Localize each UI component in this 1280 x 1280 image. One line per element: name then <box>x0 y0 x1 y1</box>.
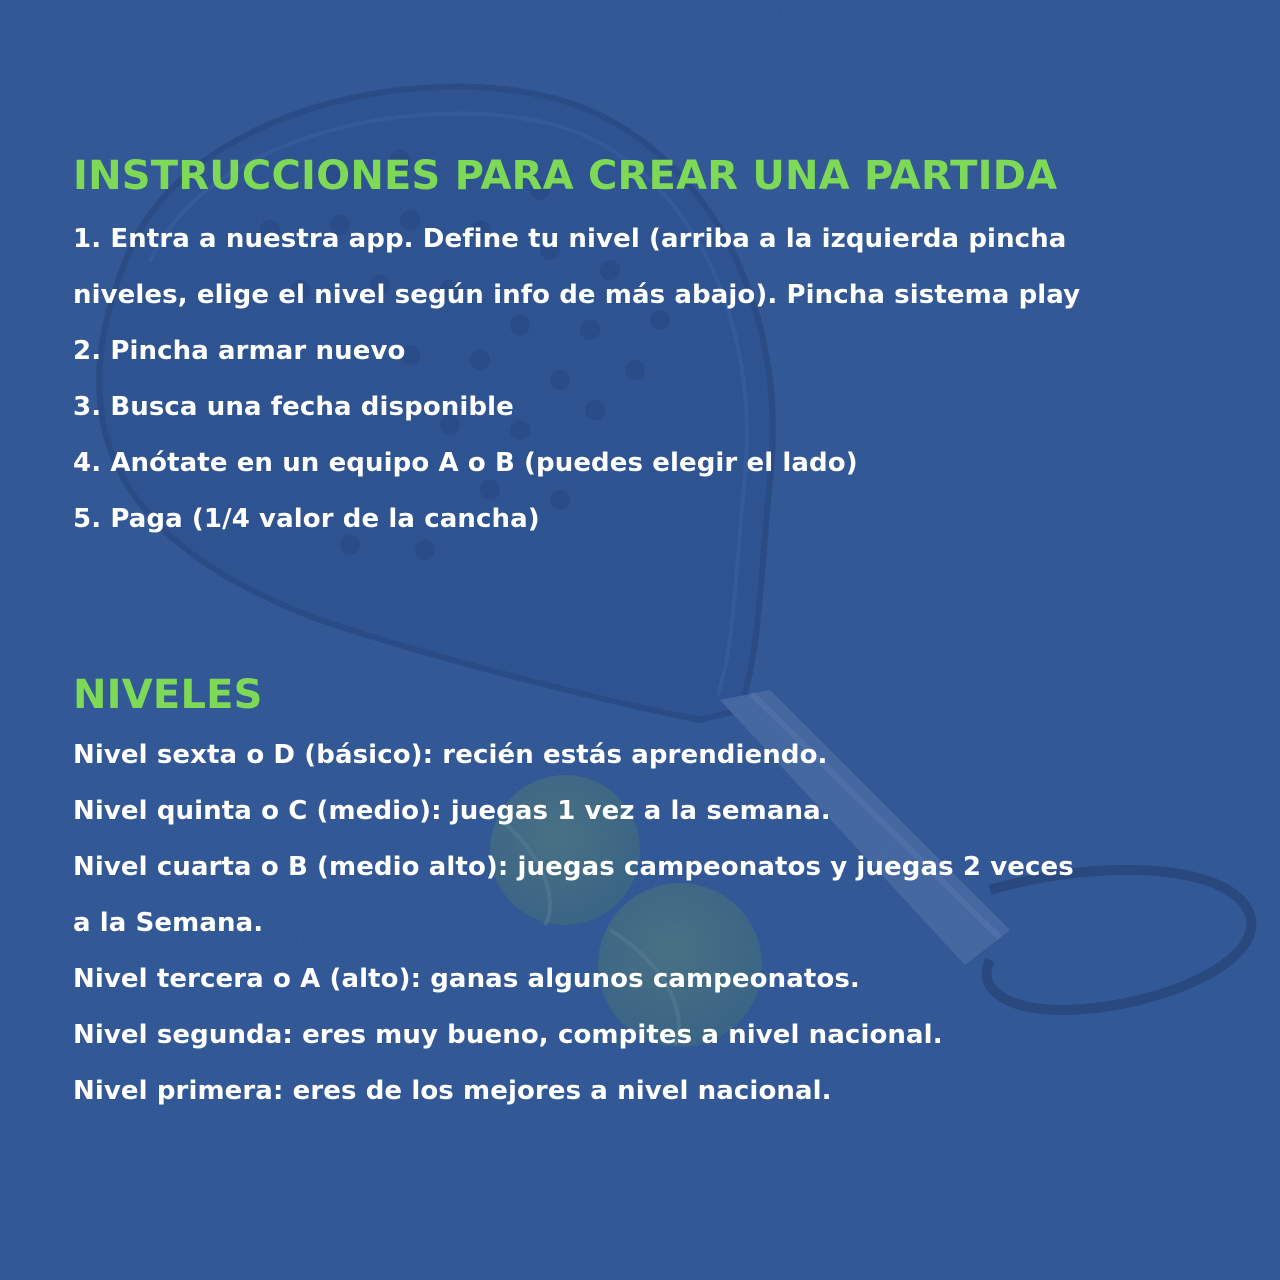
instructions-list <box>73 211 1080 547</box>
level-line: Nivel tercera o A (alto): ganas algunos campeonatos. <box>73 964 860 994</box>
instruction-line: 3. Busca una fecha disponible <box>73 392 514 422</box>
instruction-line: 5. Paga (1/4 valor de la cancha) <box>73 504 540 534</box>
instructions-title: INSTRUCCIONES PARA CREAR UNA PARTIDA <box>73 153 1058 199</box>
instruction-line: niveles, elige el nivel según info de más abajo). Pincha sistema play <box>73 280 1081 310</box>
level-line: Nivel primera: eres de los mejores a nivel nacional. <box>73 1076 832 1106</box>
levels-list <box>73 727 1074 1119</box>
instruction-line: 2. Pincha armar nuevo <box>73 336 406 366</box>
instruction-line: 4. Anótate en un equipo A o B (puedes elegir el lado) <box>73 448 858 478</box>
level-line: Nivel cuarta o B (medio alto): juegas campeonatos y juegas 2 veces <box>73 852 1074 882</box>
level-line: Nivel segunda: eres muy bueno, compites a nivel nacional. <box>73 1020 943 1050</box>
level-line: a la Semana. <box>73 908 264 938</box>
level-line: Nivel sexta o D (básico): recién estás aprendiendo. <box>73 740 828 770</box>
instruction-line: 1. Entra a nuestra app. Define tu nivel (arriba a la izquierda pincha <box>73 224 1067 254</box>
levels-title: NIVELES <box>73 672 263 718</box>
level-line: Nivel quinta o C (medio): juegas 1 vez a la semana. <box>73 796 831 826</box>
